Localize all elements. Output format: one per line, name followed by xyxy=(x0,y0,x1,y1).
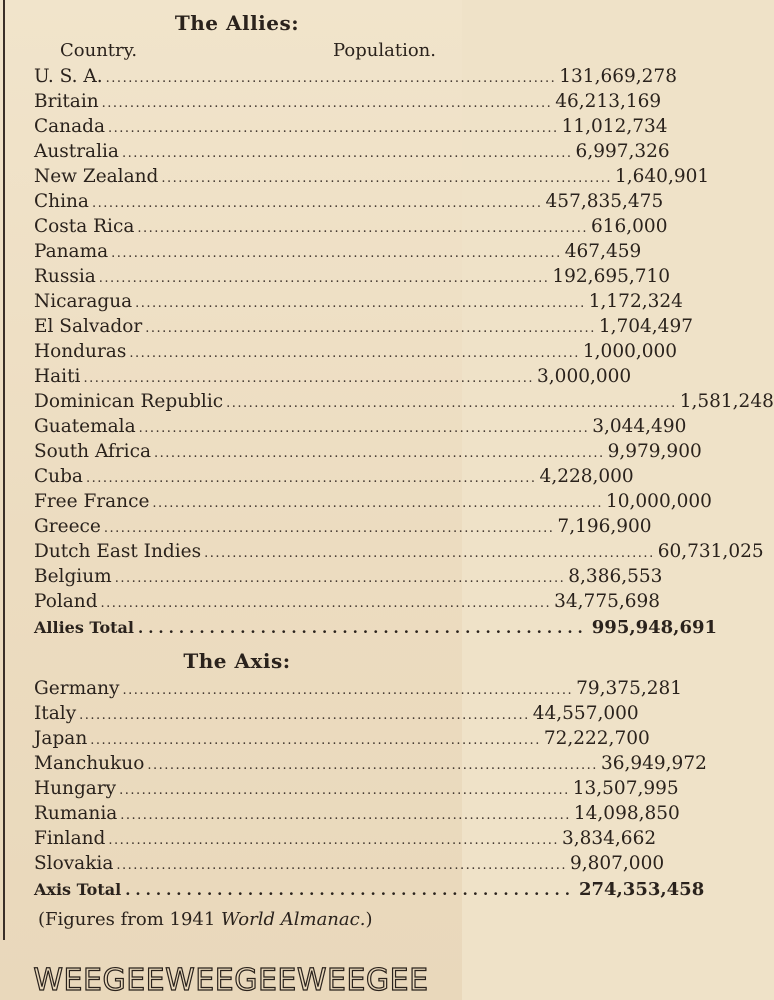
country-name: Greece xyxy=(34,516,101,537)
population-value: 3,834,662 xyxy=(561,828,657,849)
country-name: Dutch East Indies xyxy=(34,541,202,562)
leader-dots: ................................................................................ xyxy=(145,321,596,336)
column-headers xyxy=(34,38,440,64)
table-row xyxy=(34,589,661,614)
leader-dots: ................................................................................ xyxy=(101,96,553,111)
leader-dots: ................................................................................ xyxy=(83,371,535,386)
country-name: Haiti xyxy=(34,366,81,387)
leader-dots: ................................................................................ xyxy=(116,858,567,873)
country-column-header: Country. xyxy=(60,40,138,61)
population-value: 192,695,710 xyxy=(552,266,671,287)
leader-dots: ................................................................................ xyxy=(91,196,543,211)
country-name: Free France xyxy=(34,491,150,512)
population-value: 8,386,553 xyxy=(568,566,663,587)
leader-dots: ................................................................................ xyxy=(100,596,552,611)
population-table xyxy=(34,8,774,934)
leader-dots: ................................................................................ xyxy=(105,71,557,86)
leader-dots: ................................................................................ xyxy=(122,683,574,698)
table-row xyxy=(34,439,702,464)
table-row xyxy=(34,389,774,414)
leader-dots: ................................................................................ xyxy=(111,246,562,261)
leader-dots: ................................................................................ xyxy=(90,733,541,748)
leader-dots: ................................................................................ xyxy=(129,346,580,361)
population-column-header: Population. xyxy=(333,40,436,61)
population-value: 79,375,281 xyxy=(576,678,683,699)
population-value: 1,000,000 xyxy=(582,341,678,362)
population-value: 3,000,000 xyxy=(537,366,632,387)
table-row xyxy=(34,489,712,514)
axis-list xyxy=(34,676,707,876)
axis-total-value: 274,353,458 xyxy=(578,879,705,900)
footnote-source-title: World Almanac. xyxy=(221,909,366,930)
country-name: Finland xyxy=(34,828,106,849)
leader-dots: ............................................ xyxy=(137,619,588,637)
table-row xyxy=(34,414,687,439)
population-value: 60,731,025 xyxy=(657,541,764,562)
population-value: 9,979,900 xyxy=(607,441,702,462)
country-name: Poland xyxy=(34,591,98,612)
population-value: 11,012,734 xyxy=(561,116,668,137)
axis-heading: The Axis: xyxy=(183,649,291,673)
leader-dots: ................................................................................ xyxy=(108,833,559,848)
table-row xyxy=(34,514,652,539)
table-row xyxy=(34,801,680,826)
table-row xyxy=(34,776,679,801)
source-footnote xyxy=(34,906,440,934)
table-row xyxy=(34,89,662,114)
leader-dots: ............................................ xyxy=(125,881,575,899)
country-name: Japan xyxy=(34,728,88,749)
table-row xyxy=(34,339,678,364)
table-row xyxy=(34,289,683,314)
country-name: Panama xyxy=(34,241,109,262)
table-row xyxy=(34,314,693,339)
table-row xyxy=(34,726,650,751)
population-value: 1,704,497 xyxy=(598,316,693,337)
leader-dots: ................................................................................ xyxy=(154,446,605,461)
allies-list xyxy=(34,64,774,614)
country-name: Nicaragua xyxy=(34,291,133,312)
country-name: China xyxy=(34,191,89,212)
leader-dots: ................................................................................ xyxy=(226,396,677,411)
country-name: Costa Rica xyxy=(34,216,135,237)
population-value: 34,775,698 xyxy=(554,591,661,612)
allies-heading: The Allies: xyxy=(174,11,300,35)
population-value: 4,228,000 xyxy=(539,466,634,487)
leader-dots: ................................................................................ xyxy=(103,521,555,536)
allies-total-label: Allies Total xyxy=(34,618,134,637)
population-value: 36,949,972 xyxy=(600,753,707,774)
table-row xyxy=(34,139,670,164)
population-value: 7,196,900 xyxy=(557,516,652,537)
population-value: 457,835,475 xyxy=(545,191,664,212)
footnote-suffix: ) xyxy=(365,909,373,930)
leader-dots: ................................................................................ xyxy=(161,171,612,186)
leader-dots: ................................................................................ xyxy=(138,421,590,436)
watermark-text: WEEGEEWEEGEEWEEGEE xyxy=(33,963,429,998)
leader-dots: ................................................................................ xyxy=(79,708,530,723)
leader-dots: ................................................................................ xyxy=(119,783,570,798)
table-row xyxy=(34,64,677,89)
population-value: 1,581,248 xyxy=(679,391,774,412)
table-row xyxy=(34,751,707,776)
leader-dots: ................................................................................ xyxy=(85,471,537,486)
country-name: Russia xyxy=(34,266,96,287)
population-value: 3,044,490 xyxy=(592,416,687,437)
country-name: Australia xyxy=(34,141,119,162)
table-row xyxy=(34,701,639,726)
axis-total-row xyxy=(34,876,705,904)
population-value: 10,000,000 xyxy=(605,491,712,512)
leader-dots: ................................................................................ xyxy=(137,221,588,236)
country-name: Canada xyxy=(34,116,106,137)
table-row xyxy=(34,464,634,489)
table-row xyxy=(34,264,671,289)
country-name: New Zealand xyxy=(34,166,159,187)
table-row xyxy=(34,364,632,389)
country-name: El Salvador xyxy=(34,316,143,337)
leader-dots: ................................................................................ xyxy=(135,296,586,311)
population-value: 13,507,995 xyxy=(572,778,679,799)
population-value: 72,222,700 xyxy=(543,728,650,749)
allies-total-row xyxy=(34,614,718,642)
leader-dots: ................................................................................ xyxy=(204,546,655,561)
population-value: 46,213,169 xyxy=(555,91,662,112)
country-name: Cuba xyxy=(34,466,83,487)
table-row xyxy=(34,826,657,851)
country-name: Guatemala xyxy=(34,416,136,437)
country-name: Britain xyxy=(34,91,99,112)
footnote-prefix: (Figures from 1941 xyxy=(38,909,222,930)
population-value: 1,172,324 xyxy=(588,291,683,312)
population-value: 9,807,000 xyxy=(569,853,665,874)
table-row xyxy=(34,676,683,701)
table-row xyxy=(34,189,664,214)
population-value: 131,669,278 xyxy=(559,66,677,87)
country-name: Belgium xyxy=(34,566,112,587)
country-name: Manchukuo xyxy=(34,753,145,774)
population-value: 467,459 xyxy=(564,241,642,262)
country-name: Hungary xyxy=(34,778,117,799)
country-name: Dominican Republic xyxy=(34,391,224,412)
population-value: 6,997,326 xyxy=(575,141,670,162)
left-border-rule xyxy=(3,0,5,940)
allies-total-value: 995,948,691 xyxy=(591,617,718,638)
country-name: Rumania xyxy=(34,803,118,824)
table-row xyxy=(34,851,665,876)
leader-dots: ................................................................................ xyxy=(152,496,603,511)
population-value: 44,557,000 xyxy=(532,703,639,724)
country-name: Germany xyxy=(34,678,120,699)
table-row xyxy=(34,164,710,189)
country-name: Slovakia xyxy=(34,853,114,874)
population-value: 1,640,901 xyxy=(614,166,710,187)
leader-dots: ................................................................................ xyxy=(108,121,559,136)
population-value: 14,098,850 xyxy=(573,803,680,824)
table-row xyxy=(34,214,668,239)
leader-dots: ................................................................................ xyxy=(98,271,550,286)
country-name: U. S. A. xyxy=(34,66,103,87)
table-row xyxy=(34,239,642,264)
table-row xyxy=(34,114,668,139)
country-name: South Africa xyxy=(34,441,151,462)
leader-dots: ................................................................................ xyxy=(121,146,573,161)
axis-total-label: Axis Total xyxy=(34,880,122,899)
table-row xyxy=(34,564,663,589)
country-name: Italy xyxy=(34,703,77,724)
table-row xyxy=(34,539,764,564)
country-name: Honduras xyxy=(34,341,127,362)
population-value: 616,000 xyxy=(590,216,668,237)
leader-dots: ................................................................................ xyxy=(120,808,571,823)
leader-dots: ................................................................................ xyxy=(147,758,598,773)
leader-dots: ................................................................................ xyxy=(114,571,566,586)
